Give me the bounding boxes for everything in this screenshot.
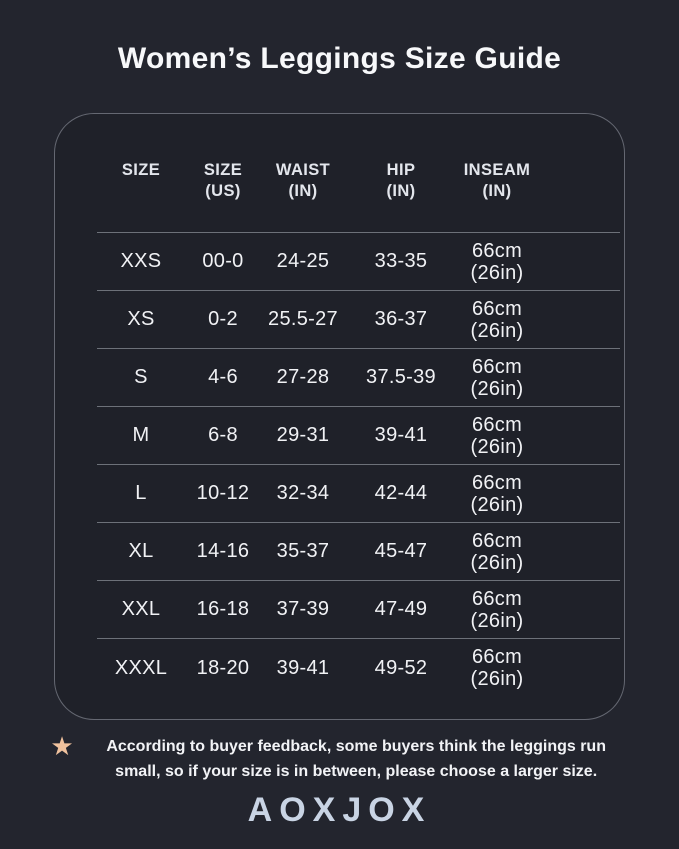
table-row <box>97 465 620 523</box>
cell-hip: 45-47 <box>374 540 428 562</box>
cell-waist: 32-34 <box>276 482 330 504</box>
cell-inseam: 66cm (26in) <box>470 239 524 284</box>
cell-size: L <box>135 482 147 504</box>
page-title: Women’s Leggings Size Guide <box>117 42 562 75</box>
table-body <box>97 233 620 697</box>
cell-inseam: 66cm (26in) <box>470 587 524 632</box>
cell-waist: 37-39 <box>276 598 330 620</box>
cell-size: XXS <box>120 250 162 272</box>
cell-size-us: 4-6 <box>208 366 238 388</box>
table-row <box>97 291 620 349</box>
cell-size: S <box>134 366 148 388</box>
cell-waist: 24-25 <box>276 250 330 272</box>
header-cell-size: SIZE <box>121 161 161 179</box>
cell-size-us: 14-16 <box>196 540 250 562</box>
cell-inseam: 66cm (26in) <box>470 646 524 690</box>
cell-size: XXL <box>121 598 161 620</box>
cell-hip: 47-49 <box>374 598 428 620</box>
table-row <box>97 523 620 581</box>
header-cell-inseam: INSEAM (IN) <box>463 161 531 200</box>
table-row <box>97 233 620 291</box>
cell-inseam: 66cm (26in) <box>470 471 524 516</box>
cell-waist: 29-31 <box>276 424 330 446</box>
header-cell-hip: HIP (IN) <box>386 161 416 200</box>
footnote-text: According to buyer feedback, some buyers think the leggings run small, so if your size is in between, please choose a larger size. <box>106 738 606 780</box>
table-header-row <box>97 114 620 233</box>
footnote <box>38 731 641 784</box>
cell-size: XL <box>128 540 154 562</box>
table-row <box>97 407 620 465</box>
cell-hip: 39-41 <box>374 424 428 446</box>
cell-size-us: 16-18 <box>196 598 250 620</box>
cell-size-us: 6-8 <box>208 424 238 446</box>
cell-hip: 49-52 <box>374 656 428 679</box>
cell-inseam: 66cm (26in) <box>470 413 524 458</box>
cell-size: XXXL <box>114 656 168 679</box>
cell-size: XS <box>127 308 155 330</box>
table-row <box>97 581 620 639</box>
table-row <box>97 639 620 697</box>
cell-inseam: 66cm (26in) <box>470 529 524 574</box>
brand-logo: AOXJOX <box>247 791 432 829</box>
cell-hip: 36-37 <box>374 308 428 330</box>
cell-hip: 37.5-39 <box>366 366 436 388</box>
cell-size-us: 10-12 <box>196 482 250 504</box>
size-table <box>97 114 620 697</box>
cell-size-us: 00-0 <box>202 250 244 272</box>
cell-hip: 33-35 <box>374 250 428 272</box>
star-icon: ★ <box>50 731 74 761</box>
header-cell-waist: WAIST (IN) <box>275 161 331 200</box>
cell-waist: 35-37 <box>276 540 330 562</box>
header-cell-size: SIZE (US) <box>203 161 243 200</box>
cell-waist: 25.5-27 <box>268 308 338 330</box>
cell-inseam: 66cm (26in) <box>470 355 524 400</box>
size-guide-card <box>54 113 625 720</box>
cell-size-us: 18-20 <box>196 656 250 679</box>
cell-waist: 27-28 <box>276 366 330 388</box>
cell-hip: 42-44 <box>374 482 428 504</box>
cell-waist: 39-41 <box>276 656 330 679</box>
cell-size-us: 0-2 <box>208 308 238 330</box>
cell-inseam: 66cm (26in) <box>470 297 524 342</box>
table-row <box>97 349 620 407</box>
cell-size: M <box>132 424 150 446</box>
